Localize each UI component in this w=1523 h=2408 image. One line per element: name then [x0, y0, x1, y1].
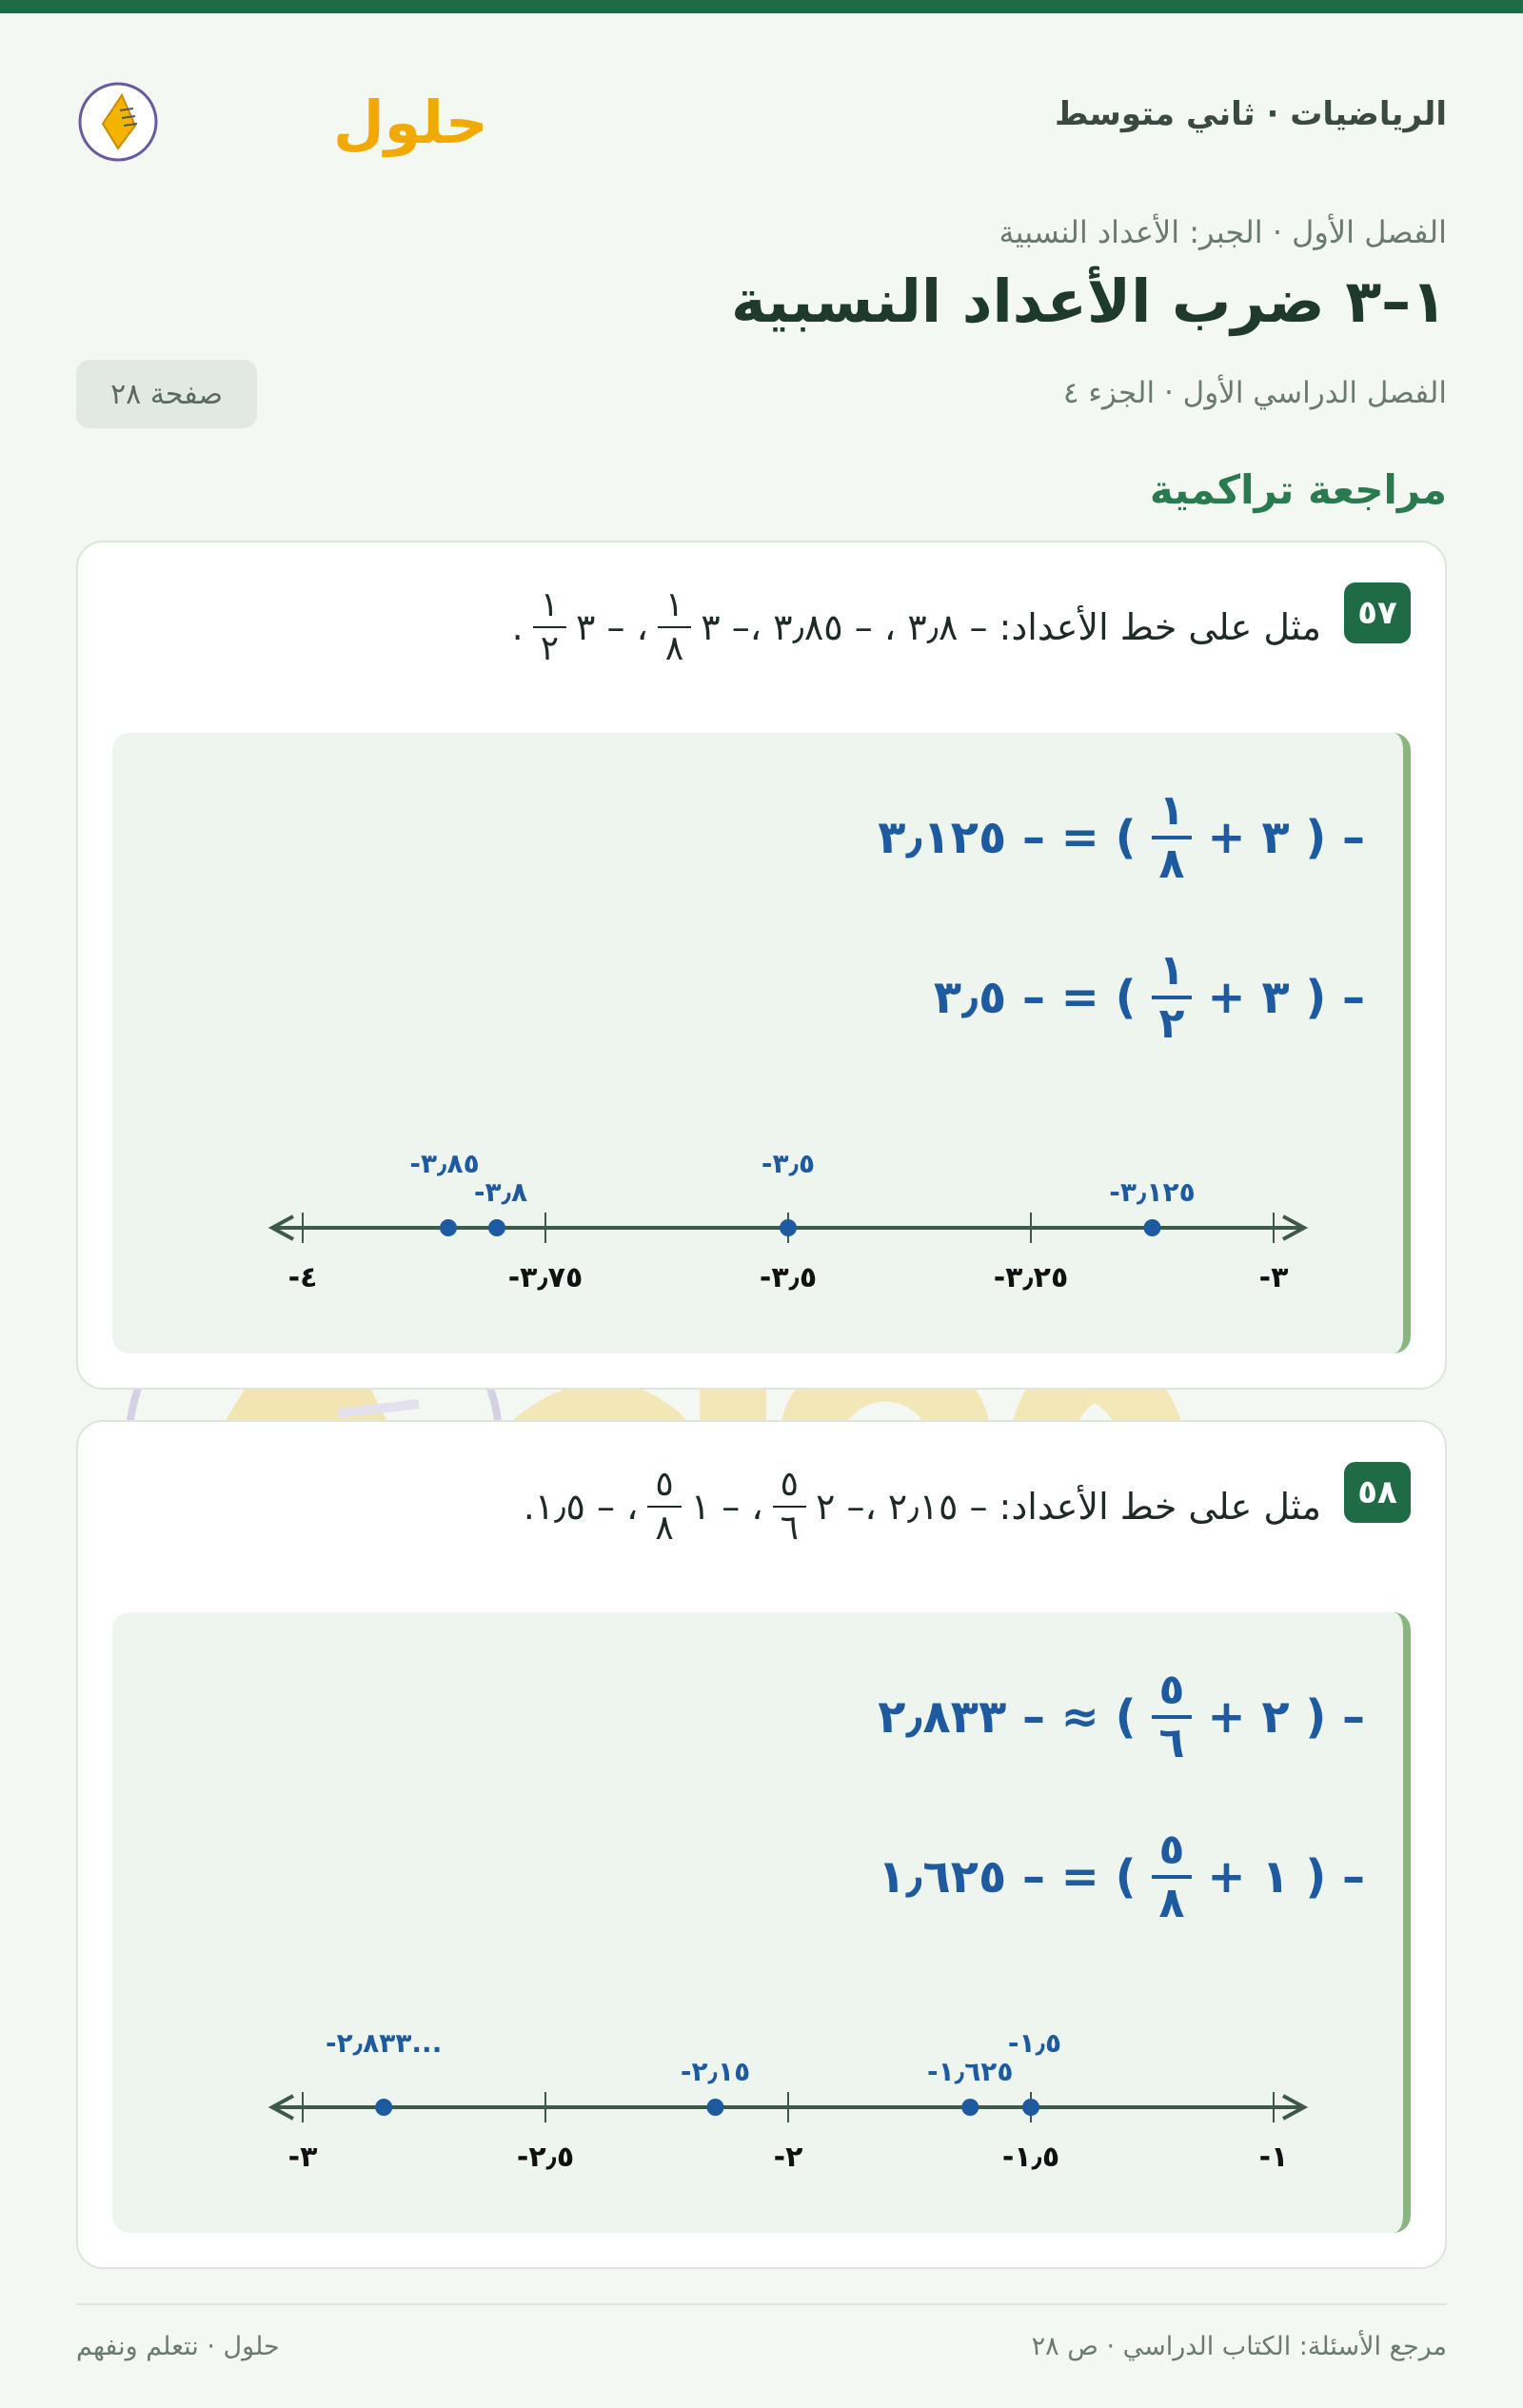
equation-pre: – ( ٢ + — [1207, 1690, 1365, 1744]
prompt-end: . — [511, 606, 524, 648]
equation-post: ) = – ٣٫١٢٥ — [878, 811, 1137, 864]
prompt-end: ، – ١٫٥. — [523, 1486, 639, 1528]
point-marker — [375, 2099, 392, 2116]
number-line — [188, 1095, 1369, 1294]
equation-pre: – ( ٣ + — [1207, 971, 1365, 1024]
tick-label: -٤ — [287, 1261, 318, 1294]
footer-brand: حلول · نتعلم ونفهم — [76, 2332, 280, 2361]
point-marker — [1022, 2099, 1039, 2116]
footer-divider — [76, 2303, 1447, 2305]
tick-label: -٢٫٥ — [516, 2141, 575, 2174]
question-prompt — [523, 1465, 1321, 1548]
equation-post: ) = – ١٫٦٢٥ — [878, 1850, 1137, 1904]
prompt-mid: ، – ١ — [690, 1486, 763, 1528]
prompt-lead: مثل على خط الأعداد: – ٢٫١٥ ،– ٢ — [815, 1486, 1321, 1528]
question-card-57 — [76, 541, 1447, 1390]
tick-label: -٣ — [287, 2141, 318, 2174]
point-marker — [440, 1219, 457, 1236]
section-title: مراجعة تراكمية — [1149, 466, 1447, 513]
point-label: -٣٫٨ — [473, 1176, 528, 1208]
number-line — [188, 1974, 1369, 2174]
fraction-numerator: ١ — [664, 585, 684, 624]
equation-line — [878, 1666, 1365, 1767]
prompt-lead: مثل على خط الأعداد: – ٣٫٨ ، – ٣٫٨٥ ،– ٣ — [701, 606, 1321, 648]
tick-label: -٣ — [1258, 1261, 1289, 1294]
fraction-denominator: ٦ — [773, 1506, 806, 1546]
point-marker — [961, 2099, 979, 2116]
fraction-numerator: ٥ — [780, 1465, 799, 1504]
fraction — [1152, 1666, 1193, 1767]
point-marker — [1144, 1219, 1161, 1236]
semester-label: الفصل الدراسي الأول · الجزء ٤ — [1062, 376, 1447, 410]
fraction-denominator: ٨ — [1152, 1875, 1193, 1924]
fraction-numerator: ٥ — [655, 1465, 674, 1504]
tick-label: -٣٫٥ — [759, 1261, 818, 1294]
equation-line — [878, 1826, 1365, 1927]
point-label: -١٫٥ — [1007, 2027, 1062, 2059]
fraction — [1152, 786, 1193, 888]
equation-line — [878, 786, 1365, 888]
point-marker — [707, 2099, 724, 2116]
equation-post: ) = – ٣٫٥ — [933, 971, 1137, 1024]
fraction — [773, 1465, 806, 1548]
equation-line — [933, 946, 1365, 1048]
prompt-mid: ، – ٣ — [576, 606, 648, 648]
point-label: -٢٫٨٣٣... — [325, 2027, 443, 2059]
tick-label: -١٫٥ — [1001, 2141, 1060, 2174]
fraction-denominator: ٨ — [658, 626, 691, 666]
lesson-title: ١–٣ ضرب الأعداد النسبية — [730, 266, 1447, 336]
tick-label: -٣٫٧٥ — [507, 1261, 583, 1294]
fraction — [658, 585, 691, 668]
fraction-denominator: ٨ — [647, 1506, 681, 1546]
fraction — [647, 1465, 681, 1548]
fraction-numerator: ١ — [540, 585, 560, 624]
fraction — [533, 585, 566, 668]
footer-reference: مرجع الأسئلة: الكتاب الدراسي · ص ٢٨ — [1031, 2332, 1447, 2361]
subject-label: الرياضيات · ثاني متوسط — [1055, 95, 1447, 133]
fraction-denominator: ٨ — [1152, 836, 1193, 885]
page-badge: صفحة ٢٨ — [76, 360, 257, 428]
equation-pre: – ( ١ + — [1207, 1850, 1365, 1904]
fraction-numerator: ٥ — [1158, 1826, 1185, 1874]
question-number: ٥٧ — [1344, 582, 1411, 643]
breadcrumb: الفصل الأول · الجبر: الأعداد النسبية — [999, 214, 1447, 250]
equation-pre: – ( ٣ + — [1207, 811, 1365, 864]
point-label: -٣٫١٢٥ — [1109, 1176, 1196, 1208]
answer-box — [112, 733, 1411, 1353]
question-card-58 — [76, 1420, 1447, 2269]
point-label: -٣٫٥ — [761, 1148, 816, 1179]
fraction-denominator: ٢ — [1152, 996, 1193, 1045]
fraction-numerator: ١ — [1158, 786, 1185, 835]
point-label: -٢٫١٥ — [680, 2056, 751, 2087]
point-label: -٣٫٨٥ — [409, 1148, 480, 1179]
question-number: ٥٨ — [1344, 1462, 1411, 1523]
hulul-logo[interactable] — [76, 67, 488, 171]
fraction-denominator: ٢ — [533, 626, 566, 666]
tick-label: -١ — [1258, 2141, 1289, 2174]
point-label: -١٫٦٢٥ — [927, 2056, 1014, 2087]
fraction — [1152, 1826, 1193, 1927]
fraction-denominator: ٦ — [1152, 1715, 1193, 1765]
page-header — [76, 67, 1447, 171]
tick-label: -٢ — [773, 2141, 803, 2174]
question-prompt — [511, 585, 1321, 668]
top-accent-bar — [0, 0, 1523, 13]
equation-post: ) ≈ – ٢٫٨٣٣ — [878, 1690, 1137, 1744]
point-marker — [780, 1219, 797, 1236]
tick-label: -٣٫٢٥ — [993, 1261, 1069, 1294]
fraction-numerator: ٥ — [1158, 1666, 1185, 1714]
fraction — [1152, 946, 1193, 1048]
fraction-numerator: ١ — [1158, 946, 1185, 995]
answer-box — [112, 1612, 1411, 2233]
point-marker — [488, 1219, 505, 1236]
logo-text: حلول — [333, 88, 488, 157]
